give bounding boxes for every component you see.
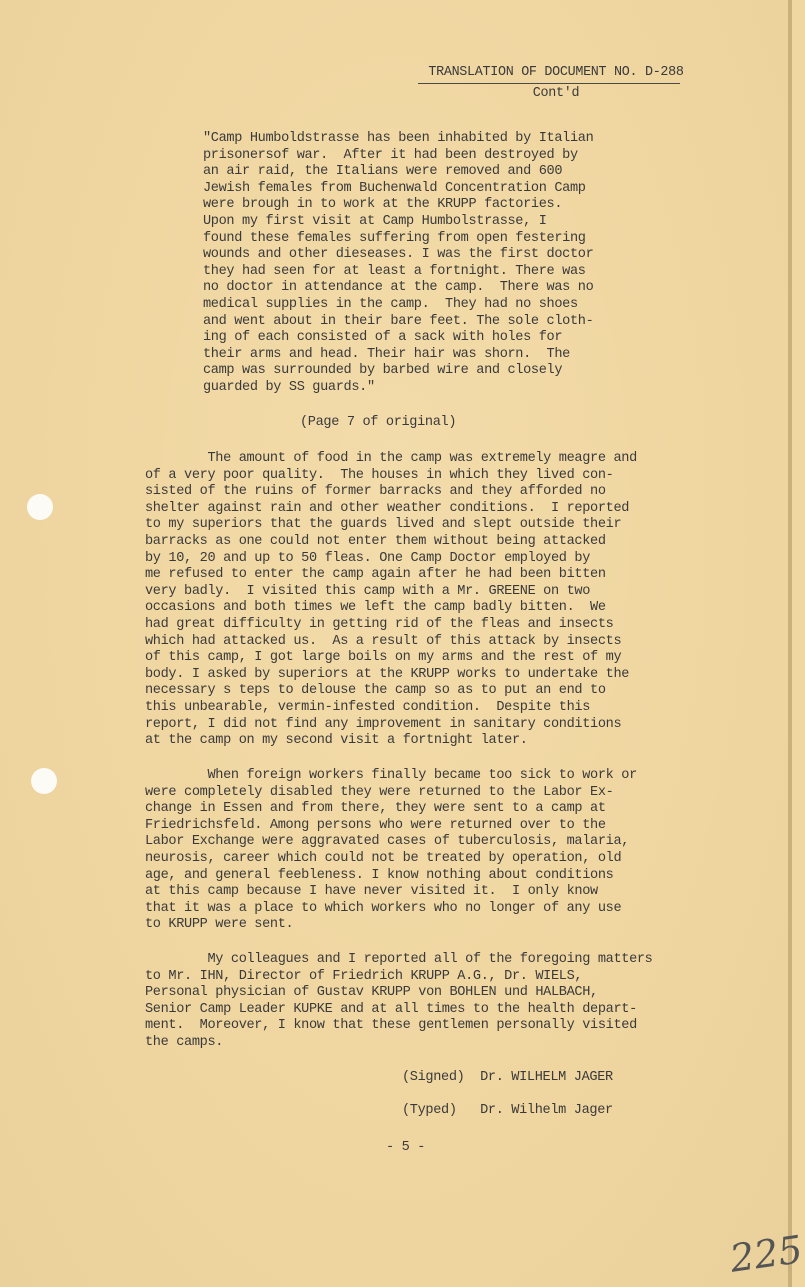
punch-hole [31, 768, 57, 794]
page-edge [788, 0, 792, 1287]
quoted-statement: "Camp Humboldstrasse has been inhabited by Italian prisonersof war. After it had been destroyed by an air raid, the Italians were removed and 600 Jewish females from Buchenwald Concentration Camp were brough in to work at the KRUPP factories. Upon my first visit at Camp Humbolstrasse, I found these females suffering from open festering wounds and other dieseases. I was the first doctor they had seen for at least a fortnight. There was no doctor in attendance at the camp. There was no medical supplies in the camp. They had no shoes and went about in their bare feet. The sole cloth- ing of each consisted of a sack with holes for their arms and head. Their hair was shorn. The camp was surrounded by barbed wire and closely guarded by SS guards." [203, 131, 594, 395]
paragraph-reports: My colleagues and I reported all of the foregoing matters to Mr. IHN, Director of Friedrich KRUPP A.G., Dr. WIELS, Personal physician of Gustav KRUPP von BOHLEN und HALBACH, Senior Camp Leader KUPKE and at all times to the health depart- ment. Moreover, I know that these gentlemen personally visited the camps. [145, 952, 653, 1050]
page-reference: (Page 7 of original) [300, 415, 457, 430]
continued-label: Cont'd [532, 86, 580, 101]
paragraph-foreign-workers: When foreign workers finally became too sick to work or were completely disabled they were returned to the Labor Ex- change in Essen and from there, they were sent to a camp at Friedrichsfeld. Among persons who were returned over to the Labor Exchange were aggravated cases of tuberculosis, malaria, neurosis, career which could not be treated by operation, old age, and general feebleness. I know nothing about conditions at this camp because I have never visited it. I only know that it was a place to which workers who no longer of any use to KRUPP were sent. [145, 768, 637, 933]
page-number: - 5 - [386, 1140, 426, 1155]
paragraph-food-conditions: The amount of food in the camp was extremely meagre and of a very poor quality. The houses in which they lived con- sisted of the ruins of former barracks and they afforded no shelter against rain and other weather conditions. I reported to my superiors that the guards lived and slept outside their barracks as one could not enter them without being attacked by 10, 20 and up to 50 fleas. One Camp Doctor employed by me refused to enter the camp again after he had been bitten very badly. I visited this camp with a Mr. GREENE on two occasions and both times we left the camp badly bitten. We had great difficulty in getting rid of the fleas and insects which had attacked us. As a result of this attack by insects of this camp, I got large boils on my arms and the rest of my body. I asked by superiors at the KRUPP works to undertake the necessary s teps to delouse the camp so as to put an end to this unbearable, vermin-infested condition. Despite this report, I did not find any improvement in sanitary conditions at the camp on my second visit a fortnight later. [145, 451, 637, 749]
document-header [418, 64, 694, 102]
signed-line: (Signed) Dr. WILHELM JAGER [402, 1070, 613, 1085]
header-rule [418, 83, 680, 84]
punch-hole [27, 494, 53, 520]
handwritten-page-number: 225 [727, 1227, 805, 1281]
document-title: TRANSLATION OF DOCUMENT NO. D-288 [428, 65, 684, 80]
typed-line: (Typed) Dr. Wilhelm Jager [402, 1103, 613, 1118]
